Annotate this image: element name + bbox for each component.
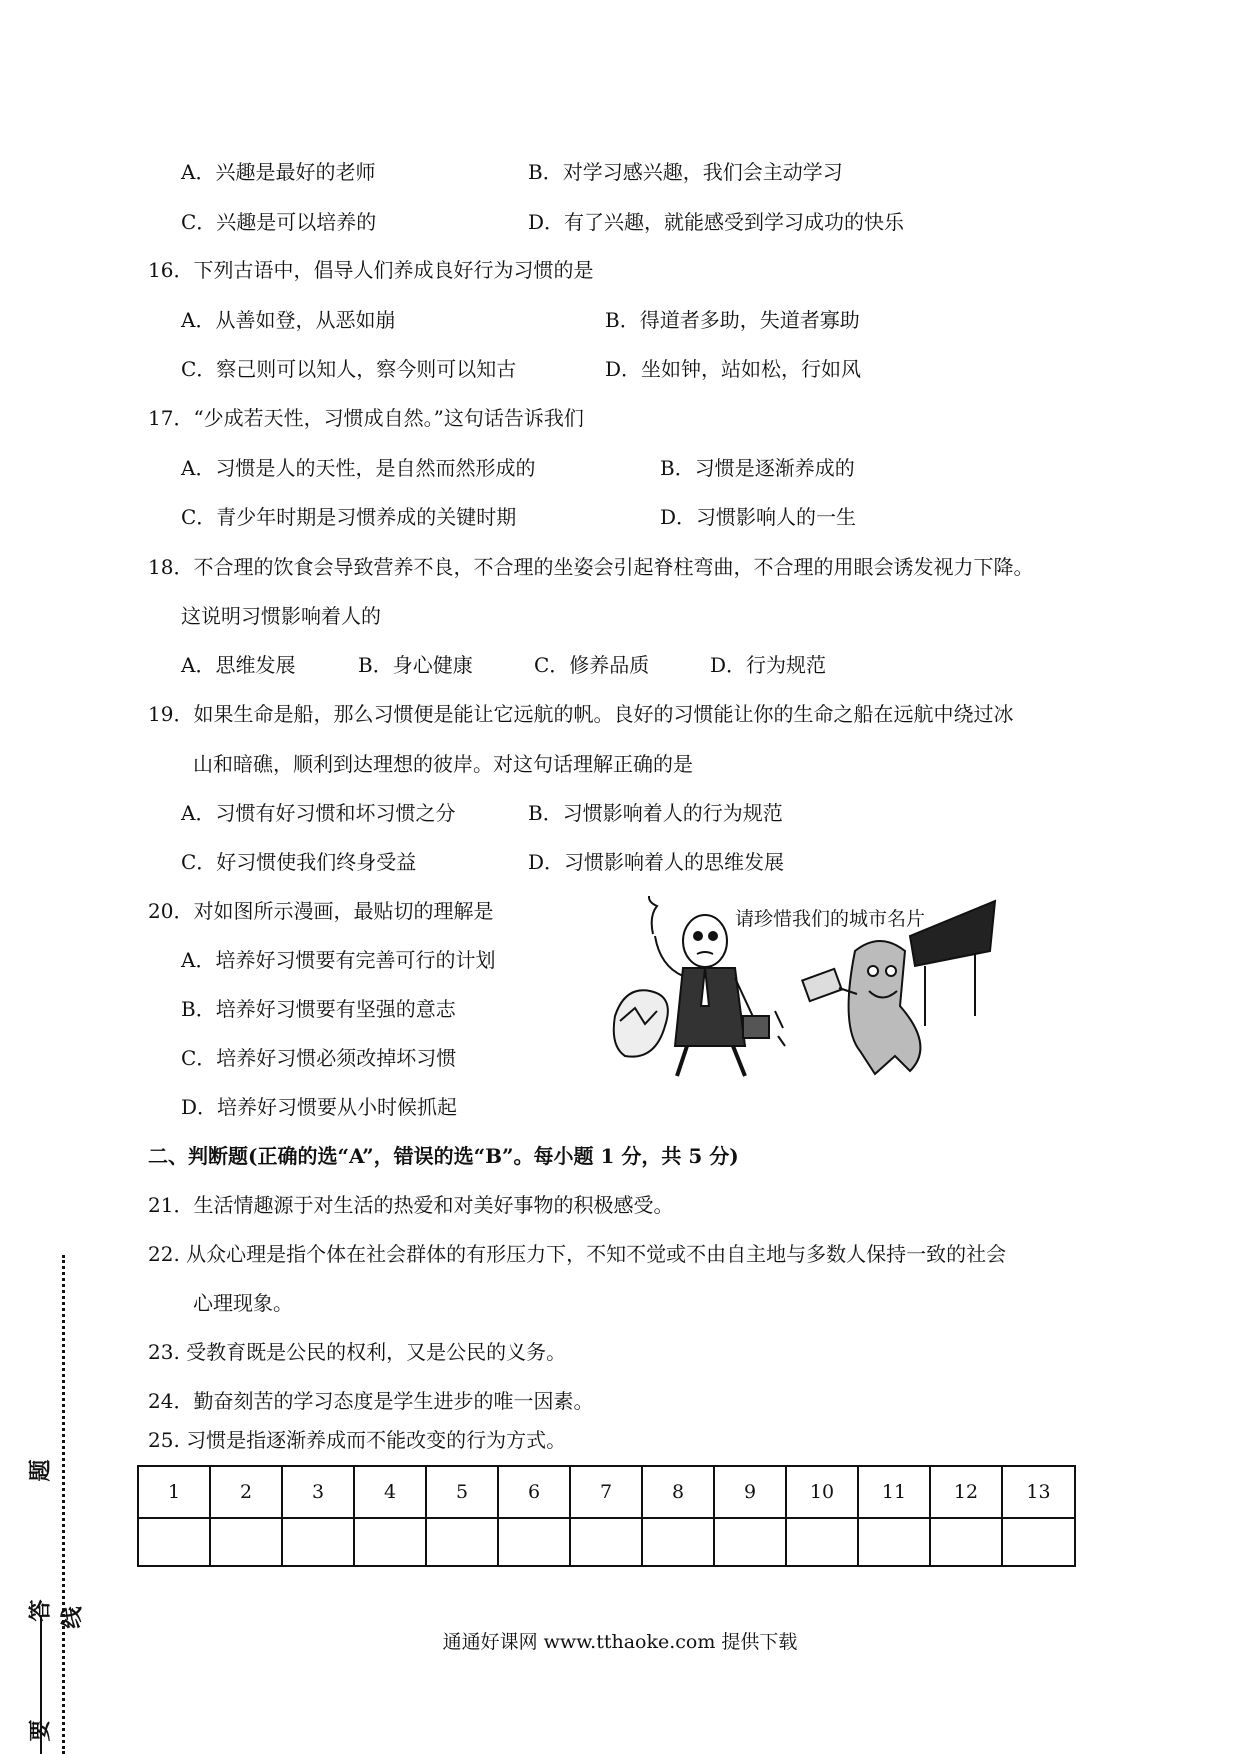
q19-option-a: A．习惯有好习惯和坏习惯之分 [181, 801, 456, 825]
q20-option-a: A．培养好习惯要有完善可行的计划 [181, 948, 496, 972]
answer-number-cell: 12 [930, 1466, 1002, 1518]
answer-blank-cell[interactable] [858, 1518, 930, 1566]
answer-number-cell: 13 [1002, 1466, 1075, 1518]
answer-table-number-row [138, 1466, 1075, 1518]
q16-stem: 16．下列古语中，倡导人们养成良好行为习惯的是 [148, 258, 594, 282]
q17-stem: 17．“少成若天性，习惯成自然。”这句话告诉我们 [148, 406, 584, 430]
q16-option-c: C．察己则可以知人，察今则可以知古 [181, 357, 517, 381]
q17-option-d: D．习惯影响人的一生 [660, 505, 857, 529]
q25-text: 25. 习惯是指逐渐养成而不能改变的行为方式。 [148, 1428, 567, 1452]
q17-option-b: B．习惯是逐渐养成的 [660, 456, 855, 480]
q20-stem: 20．对如图所示漫画，最贴切的理解是 [148, 899, 494, 923]
answer-number-cell: 8 [642, 1466, 714, 1518]
answer-number-cell: 4 [354, 1466, 426, 1518]
q15-option-c: C．兴趣是可以培养的 [181, 210, 377, 234]
answer-number-cell: 6 [498, 1466, 570, 1518]
answer-blank-cell[interactable] [786, 1518, 858, 1566]
q18-stem-line1: 18．不合理的饮食会导致营养不良，不合理的坐姿会引起脊柱弯曲，不合理的用眼会诱发视力下降。 [148, 555, 1034, 579]
answer-blank-cell[interactable] [1002, 1518, 1075, 1566]
answer-blank-cell[interactable] [570, 1518, 642, 1566]
q20-option-b: B．培养好习惯要有坚强的意志 [181, 997, 456, 1021]
comic-caption: 请珍惜我们的城市名片 [735, 908, 926, 930]
q17-option-a: A．习惯是人的天性，是自然而然形成的 [181, 456, 536, 480]
q19-option-c: C．好习惯使我们终身受益 [181, 850, 417, 874]
answer-table [137, 1465, 1076, 1567]
margin-char: 答 [27, 1599, 54, 1622]
litter [775, 1011, 785, 1046]
q15-option-d: D．有了兴趣，就能感受到学习成功的快乐 [528, 210, 905, 234]
q19-stem-line2: 山和暗礁，顺利到达理想的彼岸。对这句话理解正确的是 [193, 752, 693, 776]
answer-blank-cell[interactable] [138, 1518, 210, 1566]
q22-text-line1: 22. 从众心理是指个体在社会群体的有形压力下，不知不觉或不由自主地与多数人保持一致的社会 [148, 1242, 1007, 1266]
q16-option-d: D．坐如钟，站如松，行如风 [605, 357, 862, 381]
q18-option-b: B．身心健康 [358, 653, 473, 677]
section2-heading: 二、判断题(正确的选“A”，错误的选“B”。每小题 1 分，共 5 分) [148, 1144, 739, 1168]
q15-option-b: B．对学习感兴趣，我们会主动学习 [528, 160, 843, 184]
answer-number-cell: 1 [138, 1466, 210, 1518]
answer-blank-cell[interactable] [714, 1518, 786, 1566]
answer-blank-cell[interactable] [282, 1518, 354, 1566]
q18-option-a: A．思维发展 [181, 653, 296, 677]
q19-stem-line1: 19．如果生命是船，那么习惯便是能让它远航的帆。良好的习惯能让你的生命之船在远航中绕过冰 [148, 702, 1014, 726]
q18-stem-line2: 这说明习惯影响着人的 [181, 604, 381, 628]
answer-table-blank-row [138, 1518, 1075, 1566]
q21-text: 21．生活情趣源于对生活的热爱和对美好事物的积极感受。 [148, 1193, 674, 1217]
q17-option-c: C．青少年时期是习惯养成的关键时期 [181, 505, 517, 529]
answer-blank-cell[interactable] [210, 1518, 282, 1566]
answer-blank-cell[interactable] [498, 1518, 570, 1566]
q19-option-d: D．习惯影响着人的思维发展 [528, 850, 785, 874]
answer-blank-cell[interactable] [930, 1518, 1002, 1566]
q18-option-d: D．行为规范 [710, 653, 827, 677]
q16-option-b: B．得道者多助，失道者寡助 [605, 308, 860, 332]
q16-option-a: A．从善如登，从恶如崩 [181, 308, 396, 332]
q20-option-c: C．培养好习惯必须改掉坏习惯 [181, 1046, 457, 1070]
answer-blank-cell[interactable] [354, 1518, 426, 1566]
answer-number-cell: 7 [570, 1466, 642, 1518]
binding-dotted-line [62, 1255, 65, 1754]
answer-number-cell: 5 [426, 1466, 498, 1518]
answer-number-cell: 10 [786, 1466, 858, 1518]
page-footer: 通通好课网 www.tthaoke.com 提供下载 [442, 1631, 798, 1653]
margin-char: 要 [27, 1719, 54, 1742]
q22-text-line2: 心理现象。 [193, 1291, 293, 1315]
q20-option-d: D．培养好习惯要从小时候抓起 [181, 1095, 458, 1119]
q24-text: 24．勤奋刻苦的学习态度是学生进步的唯一因素。 [148, 1389, 594, 1413]
q15-option-a: A．兴趣是最好的老师 [181, 160, 376, 184]
margin-char: 题 [27, 1459, 54, 1482]
answer-number-cell: 9 [714, 1466, 786, 1518]
q18-option-c: C．修养品质 [534, 653, 650, 677]
answer-number-cell: 3 [282, 1466, 354, 1518]
q23-text: 23. 受教育既是公民的权利，又是公民的义务。 [148, 1340, 567, 1364]
answer-blank-cell[interactable] [642, 1518, 714, 1566]
q19-option-b: B．习惯影响着人的行为规范 [528, 801, 783, 825]
answer-number-cell: 11 [858, 1466, 930, 1518]
answer-number-cell: 2 [210, 1466, 282, 1518]
answer-blank-cell[interactable] [426, 1518, 498, 1566]
margin-char: 线 [59, 1606, 86, 1629]
